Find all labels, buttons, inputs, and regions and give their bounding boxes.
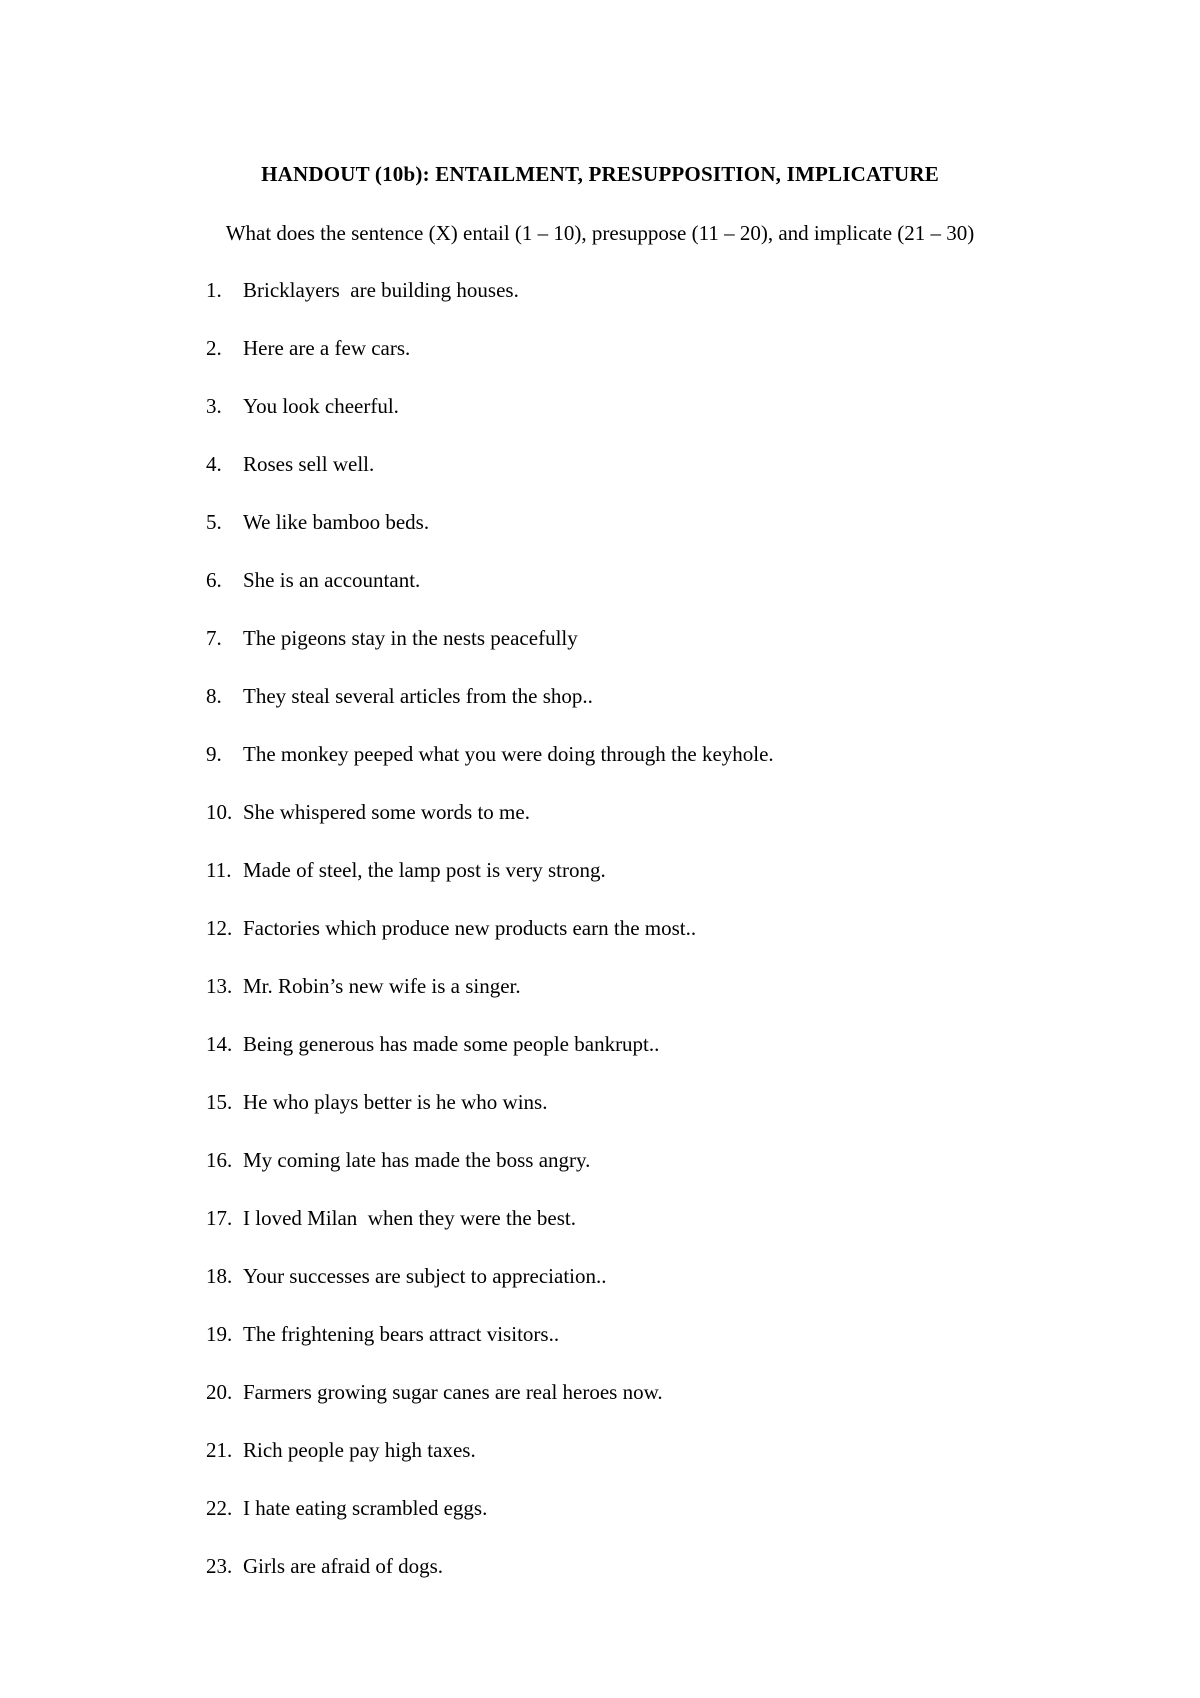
- list-item: [0, 1378, 1200, 1436]
- instructions: What does the sentence (X) entail (1 – 10), presuppose (11 – 20), and implicate (21 – 30): [225, 221, 975, 245]
- list-item: [0, 334, 1200, 392]
- question-text: I hate eating scrambled eggs.: [243, 1496, 488, 1520]
- question-text: My coming late has made the boss angry.: [243, 1148, 591, 1172]
- question-text: The frightening bears attract visitors..: [243, 1322, 560, 1346]
- question-number: 8.: [206, 684, 222, 708]
- question-number: 16.: [206, 1148, 233, 1172]
- list-item: [0, 624, 1200, 682]
- question-number: 17.: [206, 1206, 233, 1230]
- list-item: [0, 856, 1200, 914]
- list-item: [0, 508, 1200, 566]
- question-number: 5.: [206, 510, 222, 534]
- question-text: She whispered some words to me.: [243, 800, 530, 824]
- list-item: [0, 1030, 1200, 1088]
- list-item: [0, 1436, 1200, 1494]
- question-text: Girls are afraid of dogs.: [243, 1554, 444, 1578]
- question-number: 1.: [206, 278, 222, 302]
- question-text: Mr. Robin’s new wife is a singer.: [243, 974, 521, 998]
- list-item: [0, 740, 1200, 798]
- list-item: [0, 1204, 1200, 1262]
- page-title: HANDOUT (10b): ENTAILMENT, PRESUPPOSITION, IMPLICATURE: [261, 162, 939, 186]
- question-text: Your successes are subject to appreciation..: [243, 1264, 607, 1288]
- question-text: The pigeons stay in the nests peacefully: [243, 626, 578, 650]
- list-item: [0, 1088, 1200, 1146]
- question-text: The monkey peeped what you were doing through the keyhole.: [243, 742, 774, 766]
- question-text: Factories which produce new products earn the most..: [243, 916, 697, 940]
- question-text: They steal several articles from the shop..: [243, 684, 593, 708]
- question-text: We like bamboo beds.: [243, 510, 430, 534]
- list-item: [0, 1146, 1200, 1204]
- list-item: [0, 1262, 1200, 1320]
- question-list: [0, 276, 1200, 1610]
- question-text: You look cheerful.: [243, 394, 399, 418]
- question-number: 3.: [206, 394, 222, 418]
- question-number: 18.: [206, 1264, 233, 1288]
- question-number: 20.: [206, 1380, 233, 1404]
- list-item: [0, 276, 1200, 334]
- question-number: 13.: [206, 974, 233, 998]
- question-text: Being generous has made some people bankrupt..: [243, 1032, 660, 1056]
- question-number: 22.: [206, 1496, 233, 1520]
- list-item: [0, 1552, 1200, 1610]
- question-number: 10.: [206, 800, 233, 824]
- question-text: Farmers growing sugar canes are real heroes now.: [243, 1380, 663, 1404]
- list-item: [0, 798, 1200, 856]
- list-item: [0, 914, 1200, 972]
- question-text: He who plays better is he who wins.: [243, 1090, 548, 1114]
- question-number: 12.: [206, 916, 233, 940]
- list-item: [0, 450, 1200, 508]
- question-number: 15.: [206, 1090, 233, 1114]
- list-item: [0, 972, 1200, 1030]
- question-number: 19.: [206, 1322, 233, 1346]
- question-text: She is an accountant.: [243, 568, 421, 592]
- question-number: 14.: [206, 1032, 233, 1056]
- list-item: [0, 392, 1200, 450]
- question-number: 7.: [206, 626, 222, 650]
- question-text: Roses sell well.: [243, 452, 375, 476]
- question-number: 6.: [206, 568, 222, 592]
- question-number: 23.: [206, 1554, 233, 1578]
- list-item: [0, 1320, 1200, 1378]
- question-number: 21.: [206, 1438, 233, 1462]
- question-text: Rich people pay high taxes.: [243, 1438, 476, 1462]
- question-number: 4.: [206, 452, 222, 476]
- list-item: [0, 1494, 1200, 1552]
- question-text: I loved Milan when they were the best.: [243, 1206, 576, 1230]
- question-number: 11.: [206, 858, 232, 882]
- question-text: Bricklayers are building houses.: [243, 278, 519, 302]
- list-item: [0, 566, 1200, 624]
- question-number: 9.: [206, 742, 222, 766]
- list-item: [0, 682, 1200, 740]
- question-number: 2.: [206, 336, 222, 360]
- question-text: Made of steel, the lamp post is very strong.: [243, 858, 606, 882]
- question-text: Here are a few cars.: [243, 336, 411, 360]
